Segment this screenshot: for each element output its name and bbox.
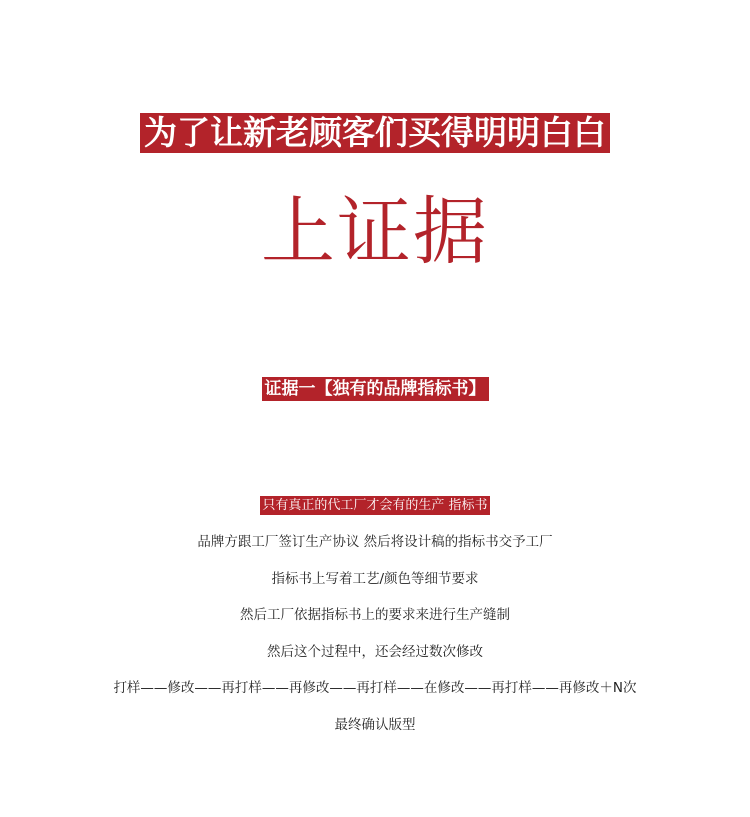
body-line-production: 然后工厂依据指标书上的要求来进行生产缝制 xyxy=(240,607,510,623)
section-title-text: 证据一【独有的品牌指标书】 xyxy=(262,377,489,401)
headline-text: 为了让新老顾客们买得明明白白 xyxy=(140,113,610,153)
lead-highlight-text: 只有真正的代工厂才会有的生产 指标书 xyxy=(262,498,488,513)
body-line-revisions: 然后这个过程中，还会经过数次修改 xyxy=(267,644,483,660)
lead-highlight xyxy=(0,494,750,514)
body-line-final-version: 最终确认版型 xyxy=(334,717,416,733)
headline xyxy=(0,113,750,155)
big-title: 上证据 xyxy=(261,189,489,275)
section-title xyxy=(0,377,750,401)
body-line-sampling-process: 打样——修改——再打样——再修改——再打样——在修改——再打样——再修改＋N次 xyxy=(113,680,637,696)
body-line-agreement: 品牌方跟工厂签订生产协议 然后将设计稿的指标书交予工厂 xyxy=(197,534,553,550)
body-line-details: 指标书上写着工艺/颜色等细节要求 xyxy=(271,571,479,587)
